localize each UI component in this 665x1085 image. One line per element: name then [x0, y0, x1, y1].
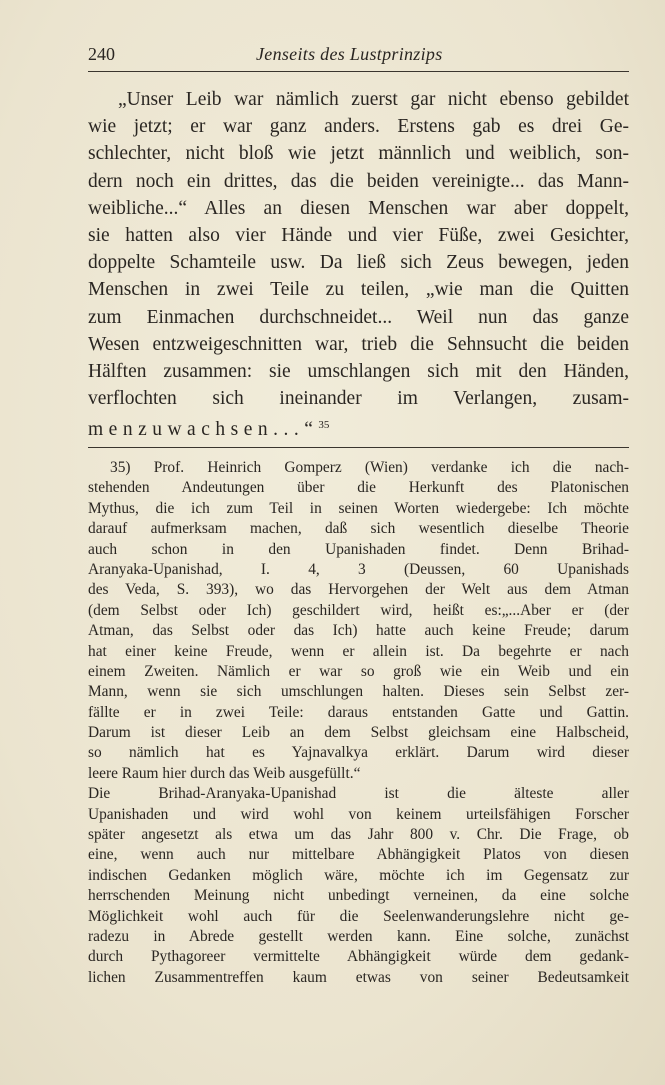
footnotes	[88, 458, 629, 988]
footnote-line: einem Zweiten. Nämlich er war so groß wie ein Weib und ein	[88, 662, 629, 680]
footnote-reference: 35	[318, 419, 330, 432]
footnote-rule	[88, 447, 629, 448]
footnote-line: 35) Prof. Heinrich Gomperz (Wien) verdanke ich die nach-	[110, 459, 629, 476]
footnote-line: darauf aufmerksam machen, daß sich wesentlich dieselbe Theorie	[88, 520, 629, 538]
text-line: Hälften zusammen: sie umschlangen sich mit den Händen,	[88, 360, 629, 382]
text-line: weibliche...“ Alles an diesen Menschen war aber doppelt,	[88, 197, 629, 219]
footnote-line: fällte er in zwei Teile: daraus entstanden Gatte und Gattin.	[88, 703, 629, 721]
footnote-line: leere Raum hier durch das Weib ausgefüllt.“	[88, 764, 361, 782]
text-line: verflochten sich ineinander im Verlangen, zusam-	[88, 388, 629, 410]
text-line: „Unser Leib war nämlich zuerst gar nicht ebenso gebildet	[118, 89, 629, 110]
main-text	[88, 86, 629, 439]
footnote-line: Aranyaka-Upanishad, I. 4, 3 (Deussen, 60 Upanishads	[88, 560, 629, 578]
footnote-line: durch Pythagoreer vermittelte Abhängigkeit würde dem gedank-	[88, 948, 629, 966]
text-line: Menschen in zwei Teile zu teilen, „wie man die Quitten	[88, 279, 629, 301]
text-line: Wesen entzweigeschnitten war, trieb die Sehnsucht die beiden	[88, 333, 629, 355]
footnote-line: Mythus, die ich zum Teil in seinen Worten wiedergebe: Ich möchte	[88, 499, 629, 517]
footnote-line: lichen Zusammentreffen kaum etwas von seiner Bedeutsamkeit	[88, 968, 629, 986]
footnote-line: des Veda, S. 393), wo das Hervorgehen der Welt aus dem Atman	[88, 581, 629, 599]
footnote-line: Darum ist dieser Leib an dem Selbst gleichsam eine Halbscheid,	[88, 724, 629, 742]
footnote-line: Upanishaden und wird wohl von keinem urteilsfähigen Forscher	[88, 805, 629, 823]
text-line-last-words: menzuwachsen...“	[88, 419, 319, 441]
footnote-line: eine, wenn auch nur mittelbare Abhängigkeit Platos von diesen	[88, 846, 629, 864]
footnote-line: Atman, das Selbst oder das Ich) hatte auch keine Freude; darum	[88, 622, 629, 640]
text-line: dern noch ein drittes, das die beiden vereinigte... das Mann-	[88, 170, 629, 192]
header-rule	[88, 71, 629, 72]
running-title: Jenseits des Lustprinzips	[256, 44, 443, 64]
footnote-line: radezu in Abrede gestellt werden kann. Eine solche, zunächst	[88, 927, 629, 945]
page-number: 240	[88, 44, 115, 64]
text-line: schlechter, nicht bloß wie jetzt männlich und weiblich, son-	[88, 143, 629, 165]
footnote-line: auch schon in den Upanishaden findet. Denn Brihad-	[88, 540, 629, 558]
footnote-line: indischen Gedanken möglich wäre, möchte ich im Gegensatz zur	[88, 866, 629, 884]
text-line: doppelte Schamteile usw. Da ließ sich Zeus bewegen, jeden	[88, 252, 629, 274]
footnote-line: hat einer keine Freude, wenn er allein ist. Da begehrte er nach	[88, 642, 629, 660]
page-header	[88, 42, 630, 70]
footnote-line: (dem Selbst oder Ich) geschildert wird, heißt es:„...Aber er (der	[88, 601, 629, 619]
text-line: wie jetzt; er war ganz anders. Erstens gab es drei Ge-	[88, 116, 629, 138]
text-line-last	[88, 412, 629, 439]
footnote-line: Mann, wenn sie sich umschlungen halten. Dieses sein Selbst zer-	[88, 683, 629, 701]
text-line: zum Einmachen durchschneidet... Weil nun das ganze	[88, 306, 629, 328]
footnote-line: so nämlich hat es Yajnavalkya erklärt. Darum wird dieser	[88, 744, 629, 762]
text-line: sie hatten also vier Hände und vier Füße, zwei Gesichter,	[88, 224, 629, 246]
footnote-line: herrschenden Meinung nicht unbedingt verneinen, da eine solche	[88, 887, 629, 905]
footnote-line: Möglichkeit wohl auch für die Seelenwanderungslehre nicht ge-	[88, 907, 629, 925]
footnote-line: Die Brihad-Aranyaka-Upanishad ist die älteste aller	[88, 785, 629, 803]
footnote-line: später angesetzt als etwa um das Jahr 800 v. Chr. Die Frage, ob	[88, 826, 629, 844]
footnote-line: stehenden Andeutungen über die Herkunft des Platonischen	[88, 479, 629, 497]
